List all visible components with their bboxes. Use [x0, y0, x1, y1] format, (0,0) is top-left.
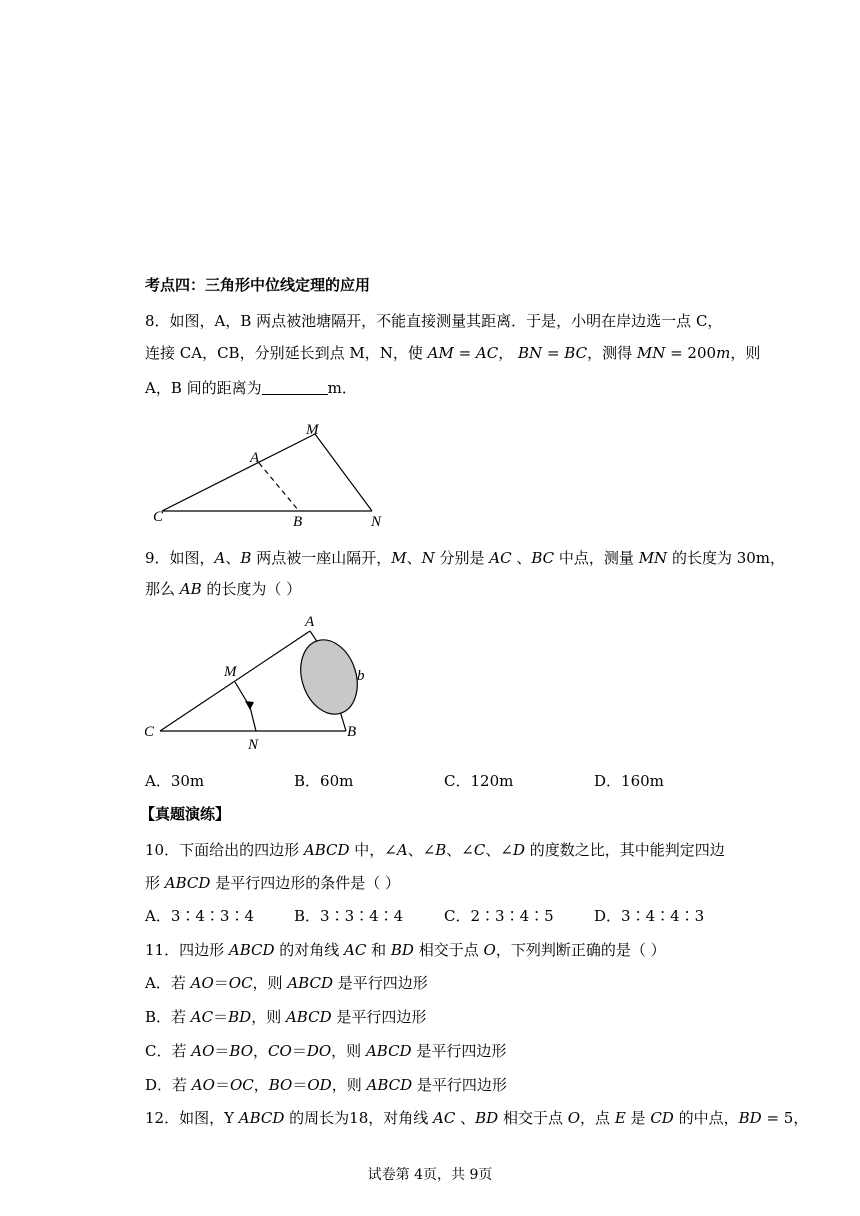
text: ，下列判断正确的是（ ）	[495, 941, 666, 959]
label-a: A	[250, 450, 260, 466]
q11-line-1	[145, 940, 666, 960]
text: ＝	[291, 1042, 307, 1060]
text: A，B 间的距离为	[145, 379, 262, 397]
math: E	[614, 1109, 626, 1127]
math: BD	[738, 1109, 762, 1127]
math: BD	[475, 1109, 499, 1127]
text: 的度数之比，其中能判定四边	[524, 841, 725, 859]
math: AC	[190, 1008, 214, 1026]
text: 的周长为18，对角线	[284, 1109, 434, 1127]
text: ，	[498, 344, 519, 362]
math: BC	[564, 344, 588, 362]
text: 是平行四边形	[411, 1042, 507, 1060]
math: OC	[229, 1076, 254, 1094]
math: B	[240, 549, 252, 567]
math: O	[567, 1109, 581, 1127]
section-title: 考点四：三角形中位线定理的应用	[145, 276, 371, 294]
text: = 5，	[761, 1109, 809, 1127]
segment-mn	[315, 434, 372, 511]
math: D	[512, 841, 525, 859]
label-a: A	[305, 614, 315, 630]
math: AB	[179, 580, 202, 598]
text: 连接 CA，CB，分别延长到点 M，N，使	[145, 344, 428, 362]
text: 是平行四边形的条件是（ ）	[210, 874, 400, 892]
text: 、	[225, 549, 241, 567]
math: M	[391, 549, 407, 567]
label-n: N	[248, 737, 259, 753]
label-b: B	[293, 514, 303, 530]
math: B	[435, 841, 447, 859]
math: AO	[191, 1042, 215, 1060]
text: ，则	[331, 1076, 367, 1094]
math: MN	[638, 549, 668, 567]
text: 分别是	[434, 549, 490, 567]
text: 和	[366, 941, 391, 959]
text: D．若	[145, 1076, 192, 1094]
q12-line-1	[145, 1108, 808, 1128]
label-n: N	[371, 514, 382, 530]
text: ＝	[214, 1076, 230, 1094]
q9-option-a: A．30m	[145, 772, 205, 790]
segment-ca	[160, 631, 310, 731]
text: 9．如图，	[145, 549, 215, 567]
math: N	[421, 549, 435, 567]
text: 、∠	[446, 841, 474, 859]
label-m: M	[224, 664, 237, 680]
arrow-head	[245, 701, 254, 710]
text: ＝	[213, 974, 229, 992]
math: BO	[268, 1076, 293, 1094]
math: OC	[228, 974, 253, 992]
q11-option-d	[145, 1075, 507, 1095]
math: AO	[191, 1076, 215, 1094]
math: ABCD	[285, 1008, 332, 1026]
math: OD	[307, 1076, 332, 1094]
text: B．若	[145, 1008, 191, 1026]
text: ＝	[292, 1076, 308, 1094]
text: 、∠	[485, 841, 513, 859]
text: 10．下面给出的四边形	[145, 841, 304, 859]
text: m．	[327, 379, 357, 397]
text: 中点，测量	[554, 549, 639, 567]
text: ＝	[214, 1042, 230, 1060]
math: BN	[518, 344, 543, 362]
q9-option-d: D．160m	[594, 772, 664, 790]
math: ABCD	[287, 974, 333, 992]
text: 、	[406, 549, 422, 567]
math: ABCD	[365, 1042, 412, 1060]
label-mountain: b	[357, 668, 365, 684]
label-b: B	[347, 724, 357, 740]
text: = 200	[665, 344, 717, 362]
q10-option-d: D．3∶4∶4∶3	[594, 907, 705, 925]
math: O	[483, 941, 496, 959]
q10-option-b: B．3∶3∶4∶4	[294, 907, 404, 925]
text: C．若	[145, 1042, 192, 1060]
text: 形	[145, 874, 165, 892]
math: CO	[268, 1042, 292, 1060]
text: 那么	[145, 580, 180, 598]
math: BO	[229, 1042, 254, 1060]
q9-option-b: B．60m	[294, 772, 354, 790]
text: 相交于点	[413, 941, 484, 959]
math: AC	[344, 941, 367, 959]
label-c: C	[153, 509, 164, 525]
math: CD	[650, 1109, 674, 1127]
q9-figure	[140, 610, 380, 755]
math: AC	[433, 1109, 456, 1127]
math: BC	[531, 549, 555, 567]
text: ，点	[580, 1109, 615, 1127]
text: ，则	[252, 974, 288, 992]
text: ，则	[730, 344, 761, 362]
text: 是平行四边形	[412, 1076, 507, 1094]
text: =	[542, 344, 565, 362]
text: 是平行四边形	[332, 974, 428, 992]
q8-line-3	[145, 378, 357, 398]
segment-mn	[235, 682, 256, 731]
math: ABCD	[238, 1109, 285, 1127]
text: A．若	[145, 974, 191, 992]
q11-option-a	[145, 973, 428, 993]
segment-ab-dashed	[259, 463, 299, 511]
segment-b-side	[340, 711, 346, 731]
label-c: C	[144, 724, 155, 740]
math: BD	[390, 941, 414, 959]
math: m	[716, 344, 731, 362]
text: ，测得	[587, 344, 637, 362]
text: ，	[253, 1042, 269, 1060]
q10-line-2	[145, 873, 400, 893]
text: ，则	[251, 1008, 286, 1026]
q8-line-1: 8．如图，A，B 两点被池塘隔开，不能直接测量其距离．于是，小明在岸边选一点 C，	[145, 312, 723, 330]
math: A	[396, 841, 408, 859]
math: ABCD	[164, 874, 211, 892]
text: =	[453, 344, 476, 362]
q10-option-c: C．2∶3∶4∶5	[444, 907, 554, 925]
math: AO	[190, 974, 214, 992]
text: 是平行四边形	[331, 1008, 427, 1026]
text: 、	[455, 1109, 476, 1127]
text: ，	[253, 1076, 269, 1094]
q11-option-c	[145, 1041, 506, 1061]
text: ，则	[331, 1042, 366, 1060]
answer-blank	[262, 380, 328, 395]
text: 、	[511, 549, 532, 567]
q9-option-c: C．120m	[444, 772, 514, 790]
math: C	[473, 841, 486, 859]
math: AC	[475, 344, 499, 362]
q9-line-1	[145, 548, 785, 568]
q10-option-a: A．3∶4∶3∶4	[145, 907, 255, 925]
text: 、∠	[407, 841, 436, 859]
text: ＝	[213, 1008, 229, 1026]
q8-figure	[140, 415, 400, 535]
math: ABCD	[228, 941, 275, 959]
math: A	[214, 549, 226, 567]
math: ABCD	[366, 1076, 413, 1094]
text: 相交于点	[498, 1109, 568, 1127]
label-m: M	[306, 422, 319, 438]
text: 的长度为 30m，	[667, 549, 786, 567]
text: 两点被一座山隔开，	[251, 549, 392, 567]
q8-line-2	[145, 343, 760, 363]
q11-option-b	[145, 1007, 426, 1027]
page-footer: 试卷第 4页，共 9页	[367, 1167, 493, 1183]
text: 的中点，	[673, 1109, 739, 1127]
segment-cm	[162, 434, 315, 511]
text: 的对角线	[274, 941, 345, 959]
q9-line-2	[145, 579, 301, 599]
math: ABCD	[303, 841, 350, 859]
math: MN	[636, 344, 666, 362]
practice-title: 【真题演练】	[140, 805, 231, 823]
text: 的长度为（ ）	[201, 580, 302, 598]
text: 11．四边形	[145, 941, 229, 959]
text: 中，∠	[349, 841, 397, 859]
math: AC	[489, 549, 512, 567]
math: BD	[228, 1008, 252, 1026]
text: 12．如图，Y	[145, 1109, 239, 1127]
q10-line-1	[145, 840, 725, 860]
text: 是	[625, 1109, 651, 1127]
math: DO	[306, 1042, 332, 1060]
math: AM	[427, 344, 454, 362]
mountain-shape	[292, 633, 367, 722]
